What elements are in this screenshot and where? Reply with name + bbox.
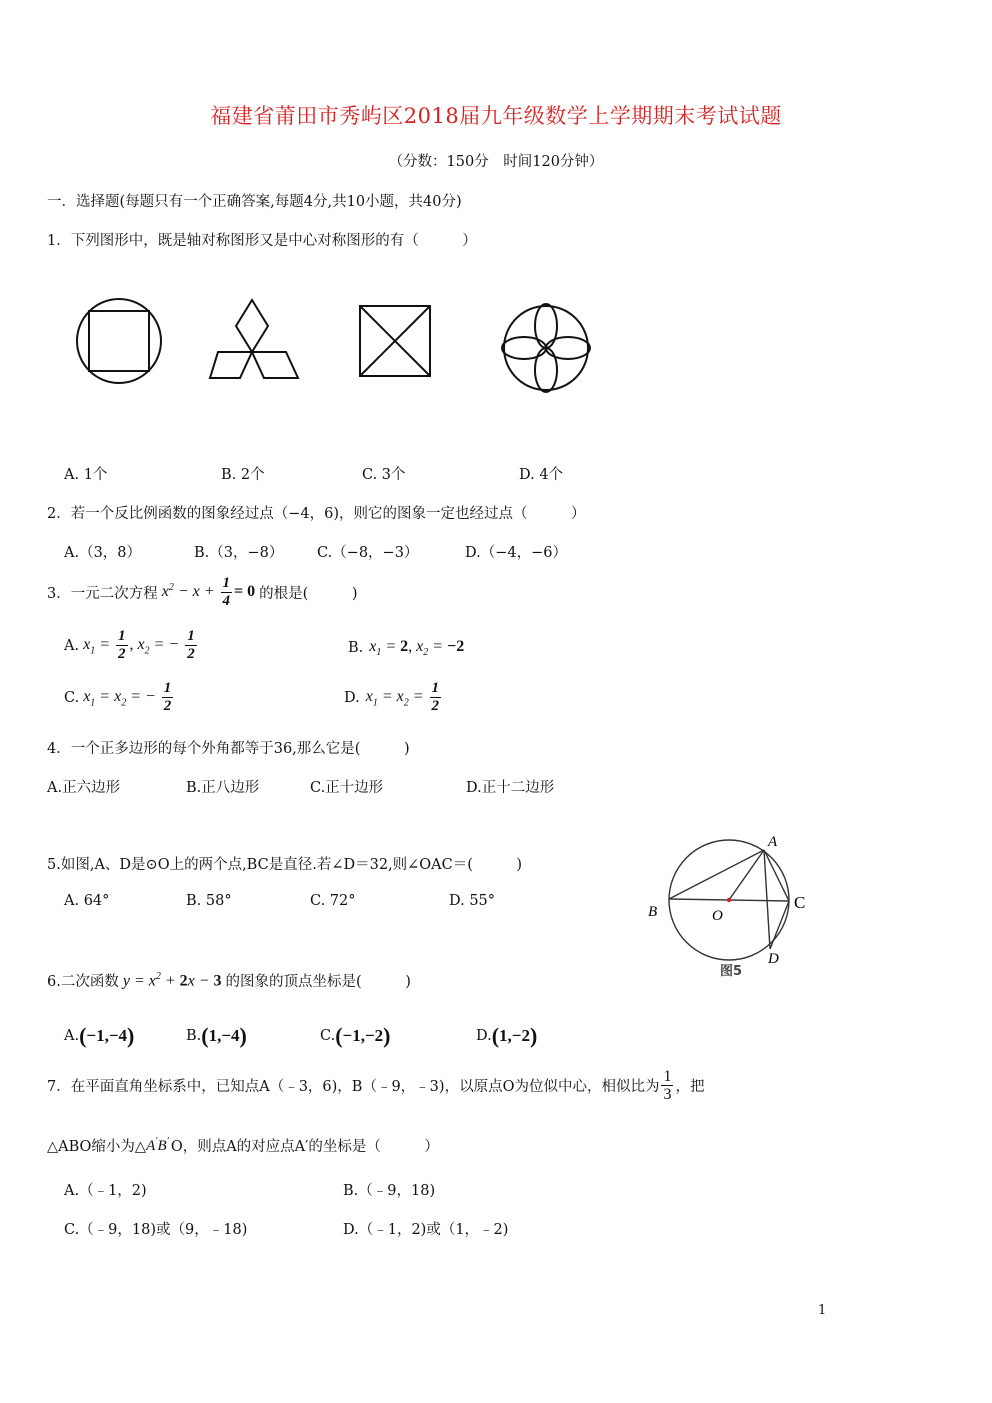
q6-stem-prefix: 6.二次函数 <box>47 974 119 990</box>
q7-stem-line1: 7．在平面直角坐标系中，已知点A（﹣3，6)，B（﹣9，﹣3)，以原点O为位似中心，相似比为 $\frac{1}{3}$ ，把 <box>47 1068 705 1103</box>
q7-stem-line2-prefix: △ABO缩小为△ <box>47 1139 147 1155</box>
q2-option-a: A.（3，8） <box>64 545 142 561</box>
q6-function: $y = x^2 + 2x - 3$ <box>122 970 222 990</box>
q5-circle-figure <box>640 830 820 980</box>
q1-option-c: C. 3个 <box>362 467 406 483</box>
q4-option-a: A.正六边形 <box>47 780 121 796</box>
q7-option-a: A.（﹣1，2) <box>64 1183 147 1199</box>
circle-square-figure <box>77 299 161 383</box>
q1-option-b: B. 2个 <box>221 467 265 483</box>
page-number: 1 <box>818 1303 827 1318</box>
q5-option-a: A. 64° <box>64 893 110 909</box>
label-o: O <box>712 908 723 924</box>
q7-triangle-prime: A′B′ <box>146 1136 169 1154</box>
q3-stem <box>47 575 358 610</box>
circle-petals-figure <box>502 304 590 392</box>
q7-option-b: B.（﹣9，18) <box>343 1183 436 1199</box>
q3-option-c-label: C. <box>64 689 80 706</box>
q6-stem <box>47 970 411 991</box>
page-title: 福建省莆田市秀屿区2018届九年级数学上学期期末考试试题 <box>210 104 782 128</box>
q5-option-d: D. 55° <box>449 893 496 909</box>
q3-option-d: D. $x_1 = x_2$ = $\frac{1}{2}$ <box>344 680 440 714</box>
q4-option-d: D.正十二边形 <box>466 780 555 796</box>
q6-stem-suffix: 的图象的顶点坐标是( ) <box>225 974 411 990</box>
center-point <box>727 898 731 902</box>
q3-equation: $x^2 - x$ + $\frac{1}{4}$ = 0 <box>161 575 256 609</box>
q2-option-c: C.（−8，−3） <box>317 545 419 561</box>
q4-option-c: C.正十边形 <box>310 780 384 796</box>
label-d: D <box>768 951 779 967</box>
q1-figures <box>70 292 600 394</box>
q6-option-a-label: A. <box>64 1028 80 1044</box>
q6-option-a: A. ( −1,−4 ) <box>64 1023 135 1048</box>
q2-option-d: D.（−4，−6） <box>465 545 567 561</box>
q5-option-b: B. 58° <box>186 893 232 909</box>
q3-option-b-label: B. <box>348 640 364 657</box>
q2-stem: 2．若一个反比例函数的图象经过点（−4，6)，则它的图象一定也经过点（ ） <box>47 506 586 522</box>
q1-option-d: D. 4个 <box>519 467 564 483</box>
chord-ac <box>764 850 789 901</box>
q3-option-b: B. $x_1 = 2$, $x_2 = -2$ <box>348 638 465 659</box>
exam-info: （分数：150分 时间120分钟） <box>388 154 604 170</box>
q1-option-a: A. 1个 <box>64 467 108 483</box>
q6-option-b-label: B. <box>186 1028 202 1044</box>
q6-option-c-value: −1,−2 <box>342 1026 384 1045</box>
square-diagonals-figure <box>360 306 430 376</box>
q3-option-d-label: D. <box>344 689 360 706</box>
q7-stem-line2 <box>47 1135 439 1156</box>
q6-option-d: D. ( 1,−2 ) <box>476 1023 538 1048</box>
q4-stem: 4．一个正多边形的每个外角都等于36,那么它是( ) <box>47 741 410 757</box>
q7-option-d: D.（﹣1，2)或（1，﹣2) <box>343 1222 509 1238</box>
q6-option-d-value: 1,−2 <box>499 1026 530 1045</box>
q1-stem: 1．下列图形中，既是轴对称图形又是中心对称图形的有（ ） <box>47 233 477 249</box>
q4-option-b: B.正八边形 <box>186 780 260 796</box>
section-heading: 一．选择题(每题只有一个正确答案,每题4分,共10小题，共40分) <box>47 194 462 210</box>
q7-option-c: C.（﹣9，18)或（9，﹣18) <box>64 1222 248 1238</box>
q3-option-a-label: A. <box>64 637 80 654</box>
q3-stem-suffix: 的根是( ) <box>259 586 358 602</box>
q5-stem: 5.如图,A、D是⊙O上的两个点,BC是直径.若∠D＝32,则∠OAC＝( ) <box>47 857 523 873</box>
chord-ad <box>764 850 770 949</box>
q3-option-a: A. $x_1$ = $\frac{1}{2}$ , $x_2$ = − $\frac{1}{2}$ <box>64 628 195 662</box>
q7-stem-line1-suffix: ，把 <box>675 1079 705 1095</box>
chord-ab <box>669 850 764 899</box>
q6-option-b: B. ( 1,−4 ) <box>186 1023 247 1048</box>
label-c: C <box>794 893 806 912</box>
q2-option-b: B.（3，−8） <box>194 545 284 561</box>
three-rhombus-figure <box>210 300 298 378</box>
q5-option-c: C. 72° <box>310 893 356 909</box>
figure-caption: 图5 <box>720 964 743 979</box>
label-b: B <box>648 904 658 920</box>
q6-option-c: C. ( −1,−2 ) <box>320 1023 391 1048</box>
q6-option-c-label: C. <box>320 1028 336 1044</box>
q7-stem-line1-prefix: 7．在平面直角坐标系中，已知点A（﹣3，6)，B（﹣9，﹣3)，以原点O为位似中心，相似比为 <box>47 1079 660 1095</box>
q6-option-a-value: −1,−4 <box>86 1026 128 1045</box>
q6-option-b-value: 1,−4 <box>208 1026 240 1045</box>
chord-dc <box>770 901 789 949</box>
q3-stem-prefix: 3．一元二次方程 <box>47 586 158 602</box>
q6-option-d-label: D. <box>476 1028 492 1044</box>
q7-stem-line2-suffix: O，则点A的对应点A′的坐标是（ ） <box>170 1139 439 1155</box>
q3-option-c: C. $x_1 = x_2$ = − $\frac{1}{2}$ <box>64 680 172 714</box>
label-a: A <box>768 834 778 850</box>
radius-oa <box>729 850 764 900</box>
